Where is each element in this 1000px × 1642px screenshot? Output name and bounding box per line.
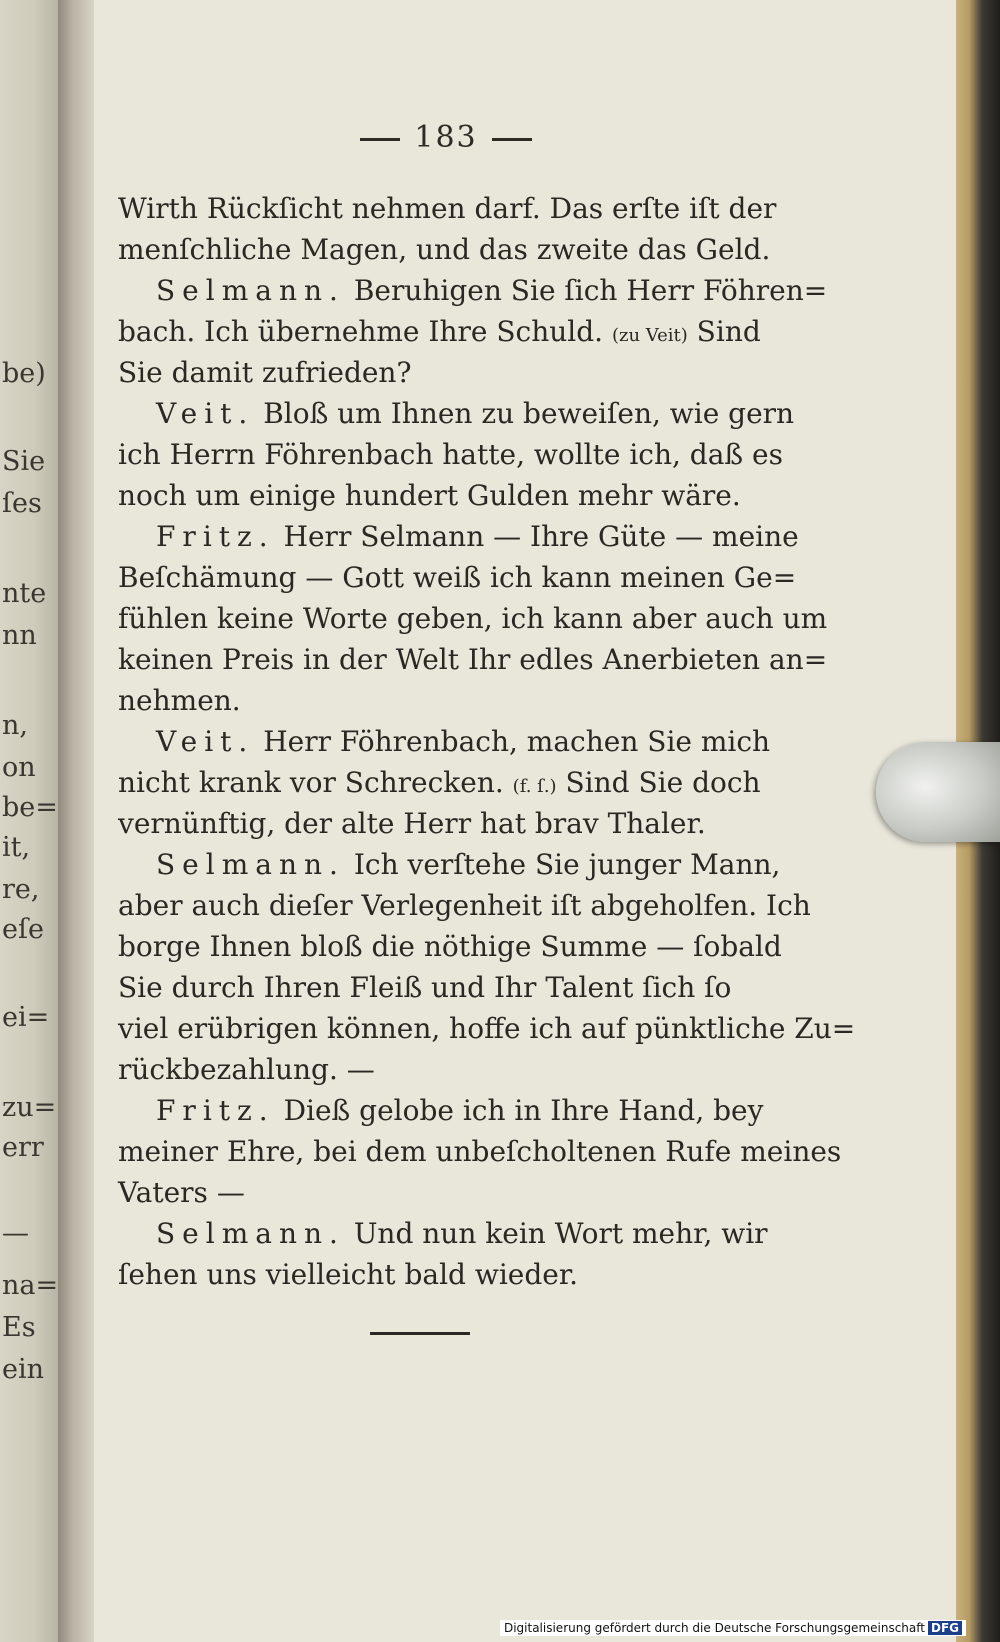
header-dash-right xyxy=(492,138,532,141)
text-line xyxy=(118,475,758,516)
page-number: 183 xyxy=(414,120,478,155)
text-line xyxy=(118,516,799,557)
page-text xyxy=(118,188,856,1295)
line-text: vernünftig, der alte Herr hat brav Thaler. xyxy=(118,807,706,840)
left-page-text-fragment: it, xyxy=(2,832,31,863)
text-line xyxy=(118,434,783,475)
left-page-text-fragment: re, xyxy=(2,874,40,905)
left-page-text-fragment: err xyxy=(2,1132,44,1163)
line-text: nicht krank vor Schrecken. xyxy=(118,766,513,799)
page-clip xyxy=(876,742,1000,842)
text-line xyxy=(118,270,828,311)
left-page-text-fragment: nte xyxy=(2,578,47,609)
line-text: Und nun kein Wort mehr, wir xyxy=(344,1217,768,1250)
text-line xyxy=(118,721,771,762)
text-line xyxy=(118,639,828,680)
text-line xyxy=(118,1049,758,1090)
line-text: Vaters — xyxy=(118,1176,245,1209)
speaker-name: Fritz. xyxy=(156,1094,275,1127)
left-page-text-fragment: n, xyxy=(2,710,28,741)
speaker-name: Veit. xyxy=(156,725,255,758)
speaker-name: Fritz. xyxy=(156,520,275,553)
book-gutter xyxy=(58,0,94,1642)
text-line xyxy=(118,352,758,393)
line-text: noch um einige hundert Gulden mehr wäre. xyxy=(118,479,741,512)
line-text: Sind xyxy=(687,315,761,348)
left-page-text-fragment: be= xyxy=(2,792,58,823)
speaker-name: Selmann. xyxy=(156,848,345,881)
left-page-text-fragment: eſe xyxy=(2,914,44,945)
line-text: ſehen uns vielleicht bald wieder. xyxy=(118,1258,579,1291)
line-text: Herr Föhrenbach, machen Sie mich xyxy=(254,725,771,758)
speaker-name: Veit. xyxy=(156,397,255,430)
digitization-credit xyxy=(500,1620,966,1636)
text-line xyxy=(118,844,781,885)
text-line xyxy=(118,1131,842,1172)
page-header xyxy=(336,120,556,155)
text-line xyxy=(118,967,758,1008)
text-line xyxy=(118,762,761,803)
line-text: Beſchämung — Gott weiß ich kann meinen Ge= xyxy=(118,561,797,594)
speaker-name: Selmann. xyxy=(156,1217,345,1250)
left-page-fragment xyxy=(0,0,58,1642)
text-line xyxy=(118,557,797,598)
left-page-text-fragment: ſes xyxy=(2,488,42,519)
credit-text: Digitalisierung gefördert durch die Deutsche Forschungsgemeinschaft xyxy=(503,1621,925,1635)
line-text: keinen Preis in der Welt Ihr edles Anerbieten an= xyxy=(118,643,828,676)
left-page-text-fragment: — xyxy=(2,1218,29,1249)
line-text: meiner Ehre, bei dem unbeſcholtenen Rufe meines xyxy=(118,1135,842,1168)
left-page-text-fragment: on xyxy=(2,752,36,783)
text-line xyxy=(118,188,777,229)
text-line xyxy=(118,1254,758,1295)
left-page-text-fragment: na= xyxy=(2,1270,59,1301)
line-text: Wirth Rückſicht nehmen darf. Das erſte iſt der xyxy=(118,192,777,225)
closing-rule xyxy=(370,1332,470,1335)
line-text: rückbezahlung. — xyxy=(118,1053,375,1086)
dfg-logo: DFG xyxy=(928,1621,962,1635)
text-line xyxy=(118,1090,764,1131)
line-text: borge Ihnen bloß die nöthige Summe — ſobald xyxy=(118,930,782,963)
text-line xyxy=(118,393,795,434)
left-page-text-fragment: ein xyxy=(2,1354,45,1385)
line-text: Ich verſtehe Sie junger Mann, xyxy=(344,848,781,881)
left-page-text-fragment: Es xyxy=(2,1312,36,1343)
left-page-text-fragment: zu= xyxy=(2,1092,57,1123)
text-line xyxy=(118,680,758,721)
line-text: viel erübrigen können, hoffe ich auf pünktliche Zu= xyxy=(118,1012,856,1045)
header-dash-left xyxy=(360,138,400,141)
speaker-name: Selmann. xyxy=(156,274,345,307)
text-line xyxy=(118,311,761,352)
line-text: fühlen keine Worte geben, ich kann aber auch um xyxy=(118,602,828,635)
text-line xyxy=(118,803,758,844)
line-text: Herr Selmann — Ihre Güte — meine xyxy=(274,520,799,553)
line-text: ich Herrn Föhrenbach hatte, wollte ich, daß es xyxy=(118,438,783,471)
left-page-text-fragment: be) xyxy=(2,358,46,389)
line-text: bach. Ich übernehme Ihre Schuld. xyxy=(118,315,612,348)
text-line xyxy=(118,926,782,967)
text-line xyxy=(118,1008,856,1049)
line-text: menſchliche Magen, und das zweite das Geld. xyxy=(118,233,771,266)
line-text: Sind Sie doch xyxy=(556,766,761,799)
line-text: Sie durch Ihren Fleiß und Ihr Talent ſich ſo xyxy=(118,971,732,1004)
line-text: Bloß um Ihnen zu beweiſen, wie gern xyxy=(254,397,795,430)
left-page-text-fragment: nn xyxy=(2,620,37,651)
stage-direction: (zu Veit) xyxy=(611,325,688,346)
stage-direction: (f. ſ.) xyxy=(512,776,557,797)
line-text: Dieß gelobe ich in Ihre Hand, bey xyxy=(274,1094,764,1127)
line-text: Sie damit zufrieden? xyxy=(118,356,412,389)
text-line xyxy=(118,1213,768,1254)
left-page-text-fragment: ei= xyxy=(2,1002,50,1033)
text-line xyxy=(118,229,771,270)
text-line xyxy=(118,598,828,639)
text-line xyxy=(118,885,811,926)
left-page-text-fragment: Sie xyxy=(2,446,46,477)
text-line xyxy=(118,1172,758,1213)
line-text: Beruhigen Sie ſich Herr Föhren= xyxy=(344,274,828,307)
line-text: nehmen. xyxy=(118,684,241,717)
line-text: aber auch dieſer Verlegenheit iſt abgeholfen. Ich xyxy=(118,889,811,922)
